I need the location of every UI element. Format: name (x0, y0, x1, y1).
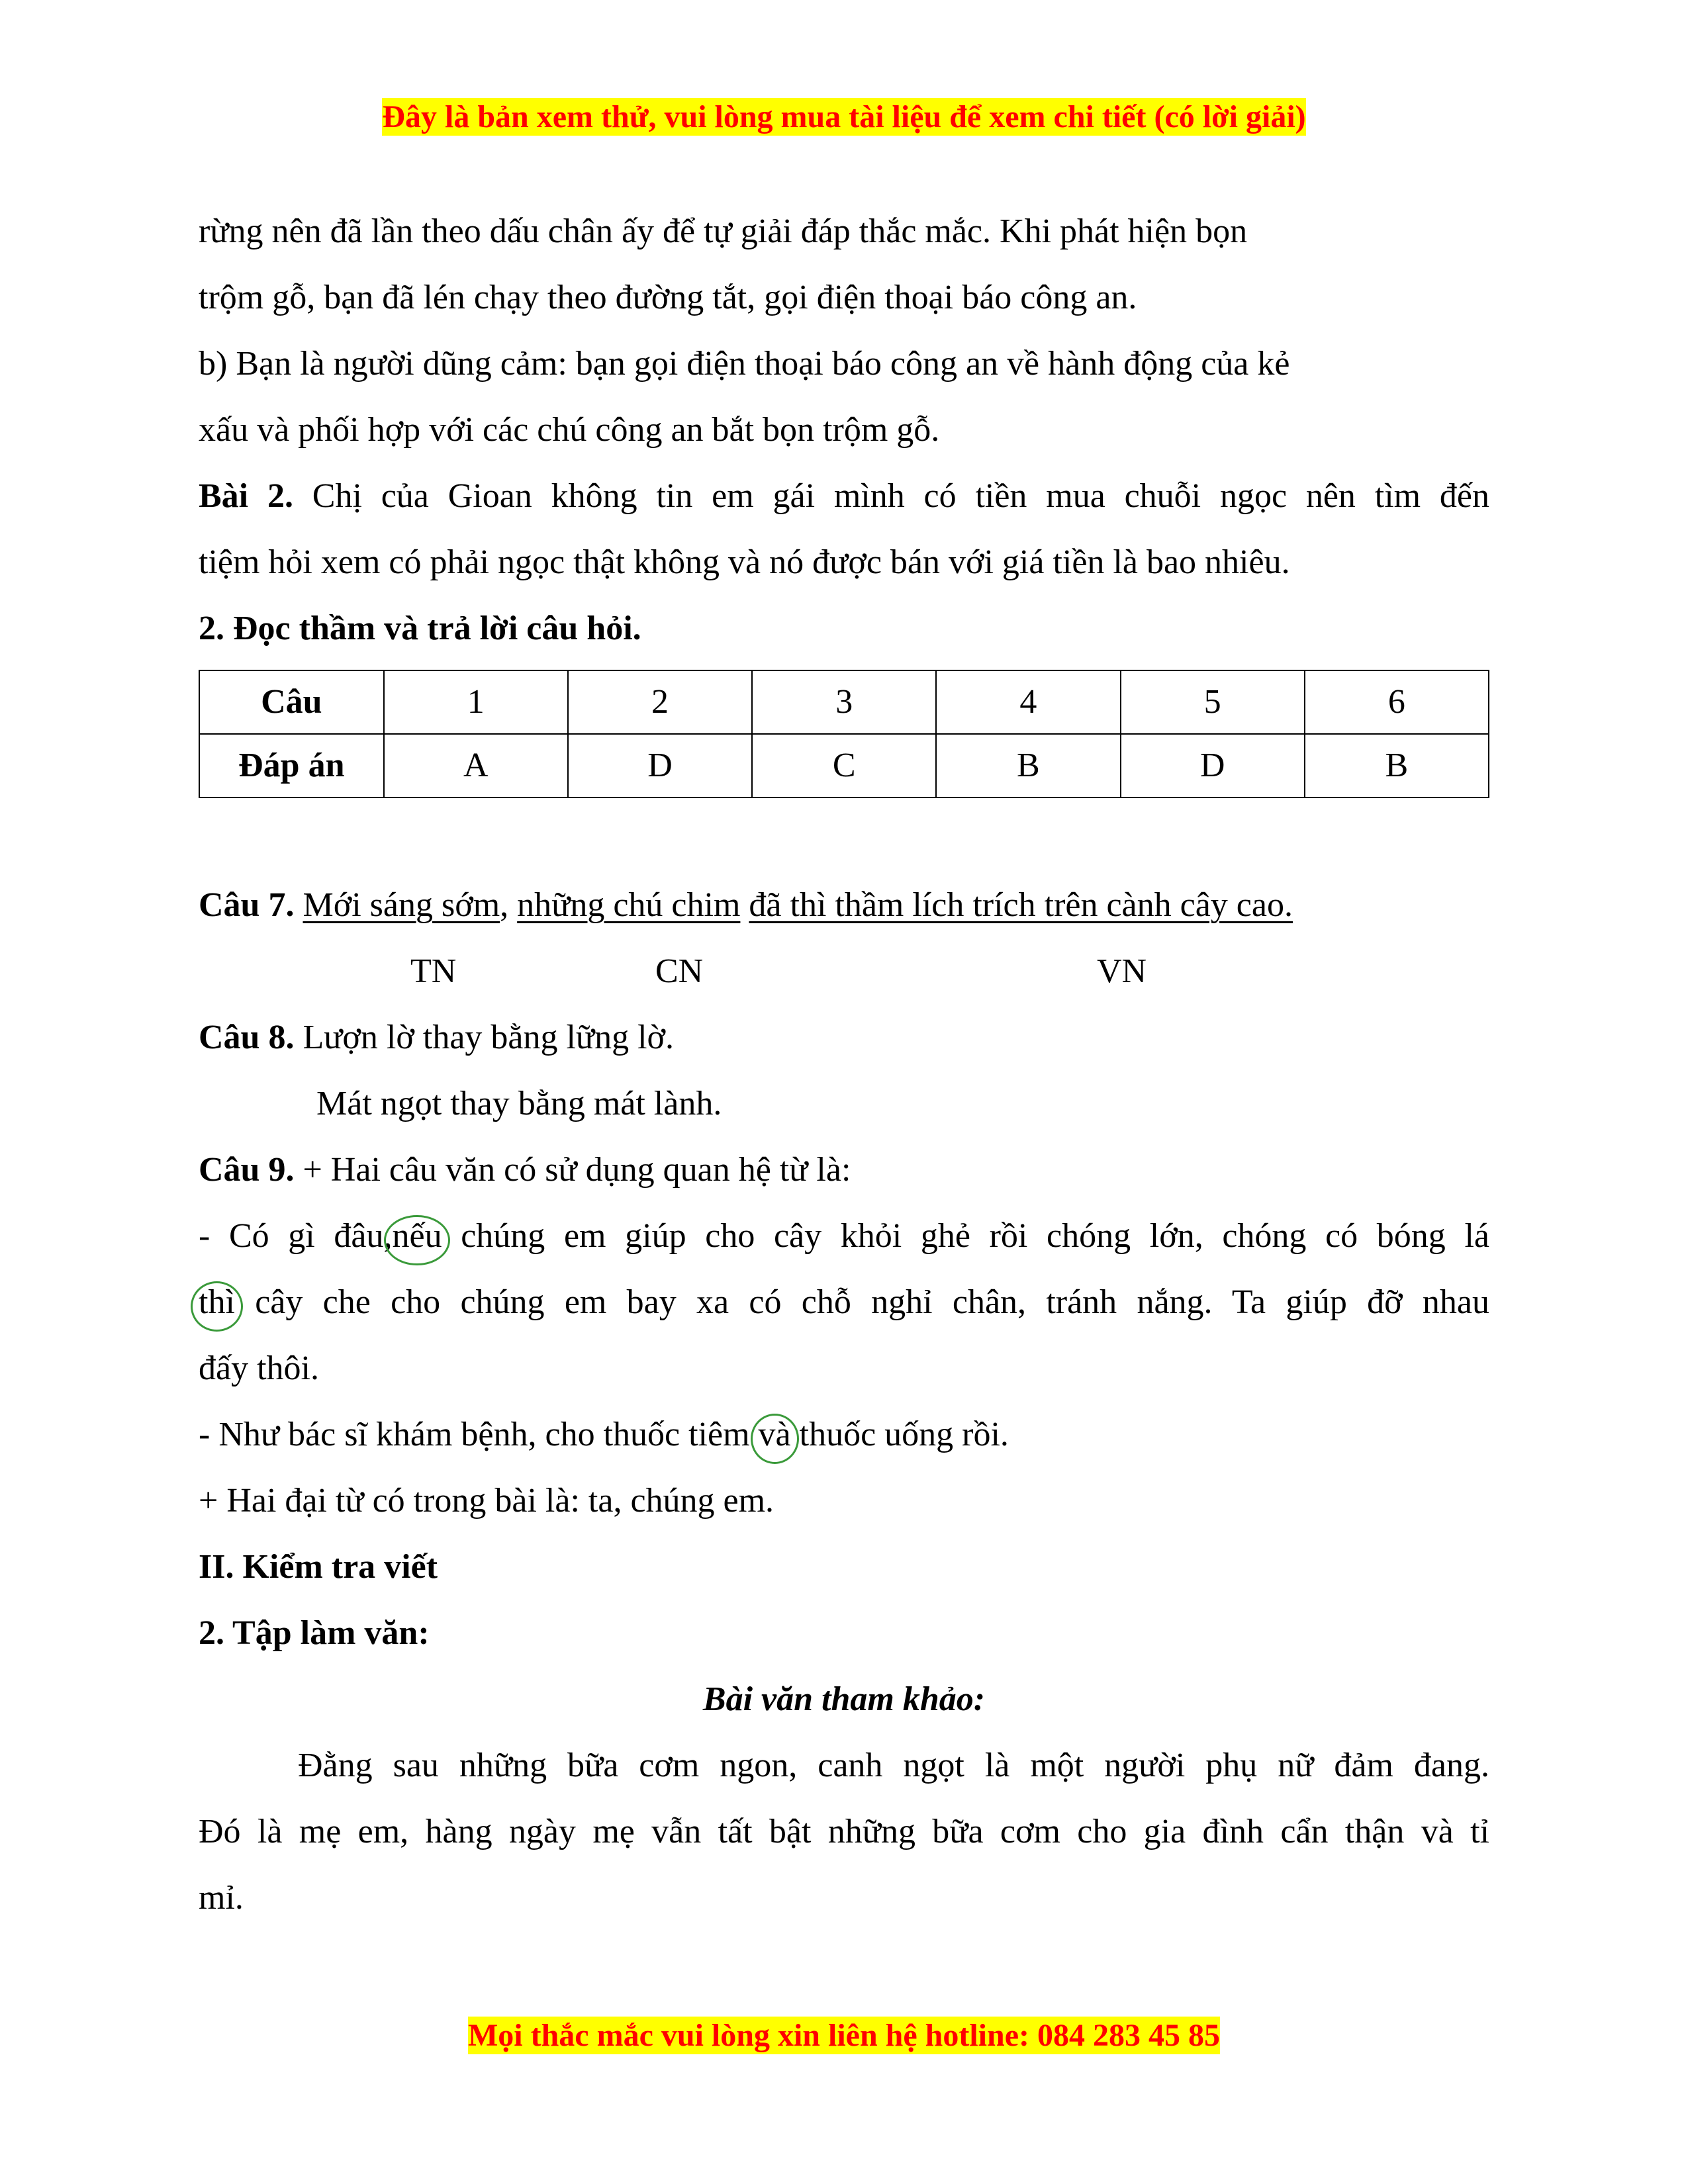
cau8-line2: Mát ngọt thay bằng mát lành. (316, 1085, 722, 1122)
circled-word-neu: nếu (392, 1203, 442, 1269)
answer-table-answer-label: Đáp án (199, 734, 384, 797)
answer-table-answer-row (199, 734, 1489, 797)
cau9-s2-a: - Như bác sĩ khám bệnh, cho thuốc tiêm (199, 1416, 759, 1453)
tag-vn: VN (1097, 952, 1147, 990)
answer-table-header-row (199, 670, 1489, 734)
answer-cell: B (1305, 734, 1489, 797)
cau9-label: Câu 9. (199, 1151, 295, 1189)
answer-table-header-label: Câu (199, 670, 384, 734)
preview-notice-text: Đây là bản xem thử, vui lòng mua tài liệu để xem chi tiết (có lời giải) (382, 99, 1306, 134)
essay-title: Bài văn tham khảo: (702, 1680, 986, 1718)
cau9-intro-text: + Hai câu văn có sử dụng quan hệ từ là: (294, 1151, 851, 1189)
cau9-s1-line3: đấy thôi. (199, 1349, 319, 1387)
section-tlv-heading: 2. Tập làm văn: (199, 1614, 430, 1652)
cau7-tn: Mới sáng sớm (303, 886, 500, 924)
cau7-space (740, 886, 749, 924)
answer-cell: D (568, 734, 752, 797)
para-b-line1: b) Bạn là người dũng cảm: bạn gọi điện thoại báo công an về hành động của kẻ (199, 345, 1290, 383)
cau9-s1-a: - Có gì đâu, (199, 1217, 393, 1255)
answer-cell: D (1121, 734, 1305, 797)
circled-word-thi: thì (199, 1269, 235, 1336)
bai2-line2: tiệm hỏi xem có phải ngọc thật không và nó được bán với giá tiền là bao nhiêu. (199, 543, 1290, 581)
cau7-tags (199, 938, 1489, 1005)
cau9-pronouns: + Hai đại từ có trong bài là: ta, chúng em. (199, 1482, 774, 1520)
document-body (199, 199, 1489, 1931)
hotline-notice-text: Mọi thắc mắc vui lòng xin liên hệ hotline: 084 283 45 85 (467, 2018, 1220, 2053)
tag-tn: TN (410, 952, 457, 990)
answer-table (199, 670, 1489, 798)
question-number: 5 (1121, 670, 1305, 734)
section-write-heading: II. Kiểm tra viết (199, 1548, 438, 1586)
tag-cn: CN (655, 952, 704, 990)
cau9-s1-c: cây che cho chúng em bay xa có chỗ nghỉ chân, tránh nắng. Ta giúp đỡ nhau (234, 1283, 1489, 1321)
cau8-line1 (199, 1005, 1489, 1071)
cau9-s1-b: chúng em giúp cho cây khỏi ghẻ rồi chóng lớn, chóng có bóng lá (442, 1217, 1489, 1255)
cau9-s1-line2 (199, 1269, 1489, 1336)
bai2-line1 (199, 463, 1489, 529)
cau9-s1-line1 (199, 1203, 1489, 1269)
essay-line3: mỉ. (199, 1879, 244, 1917)
essay-line2: Đó là mẹ em, hàng ngày mẹ vẫn tất bật những bữa cơm cho gia đình cẩn thận và tỉ (199, 1813, 1489, 1850)
answer-cell: B (936, 734, 1120, 797)
preview-notice (0, 101, 1688, 133)
question-number: 2 (568, 670, 752, 734)
section-read-heading: 2. Đọc thầm và trả lời câu hỏi. (199, 610, 641, 647)
para-b-line2: xấu và phối hợp với các chú công an bắt bọn trộm gỗ. (199, 411, 940, 449)
question-number: 6 (1305, 670, 1489, 734)
answer-cell: C (752, 734, 936, 797)
para-a-line1: rừng nên đã lần theo dấu chân ấy để tự giải đáp thắc mắc. Khi phát hiện bọn (199, 212, 1248, 250)
question-number: 1 (384, 670, 568, 734)
bai2-text: Chị của Gioan không tin em gái mình có tiền mua chuỗi ngọc nên tìm đến (293, 477, 1489, 515)
question-number: 4 (936, 670, 1120, 734)
cau7-cn: những chú chim (517, 886, 741, 924)
cau8-text1: Lượn lờ thay bằng lững lờ. (294, 1019, 675, 1056)
para-a-line2: trộm gỗ, bạn đã lén chạy theo đường tắt, gọi điện thoại báo công an. (199, 279, 1137, 316)
bai2-label: Bài 2. (199, 477, 293, 515)
cau7-sentence (199, 872, 1489, 938)
question-number: 3 (752, 670, 936, 734)
cau8-label: Câu 8. (199, 1019, 295, 1056)
cau9-s2 (199, 1402, 1489, 1468)
circled-word-va: và (759, 1402, 791, 1468)
cau7-vn: đã thì thầm lích trích trên cành cây cao. (749, 886, 1293, 924)
cau9-intro (199, 1137, 1489, 1203)
answer-cell: A (384, 734, 568, 797)
essay-line1: Đằng sau những bữa cơm ngon, canh ngọt là một người phụ nữ đảm đang. (298, 1747, 1489, 1784)
hotline-notice (0, 2020, 1688, 2052)
cau7-comma: , (500, 886, 518, 924)
spacer (199, 798, 1489, 872)
cau9-s2-b: thuốc uống rồi. (790, 1416, 1009, 1453)
cau7-label: Câu 7. (199, 886, 295, 924)
